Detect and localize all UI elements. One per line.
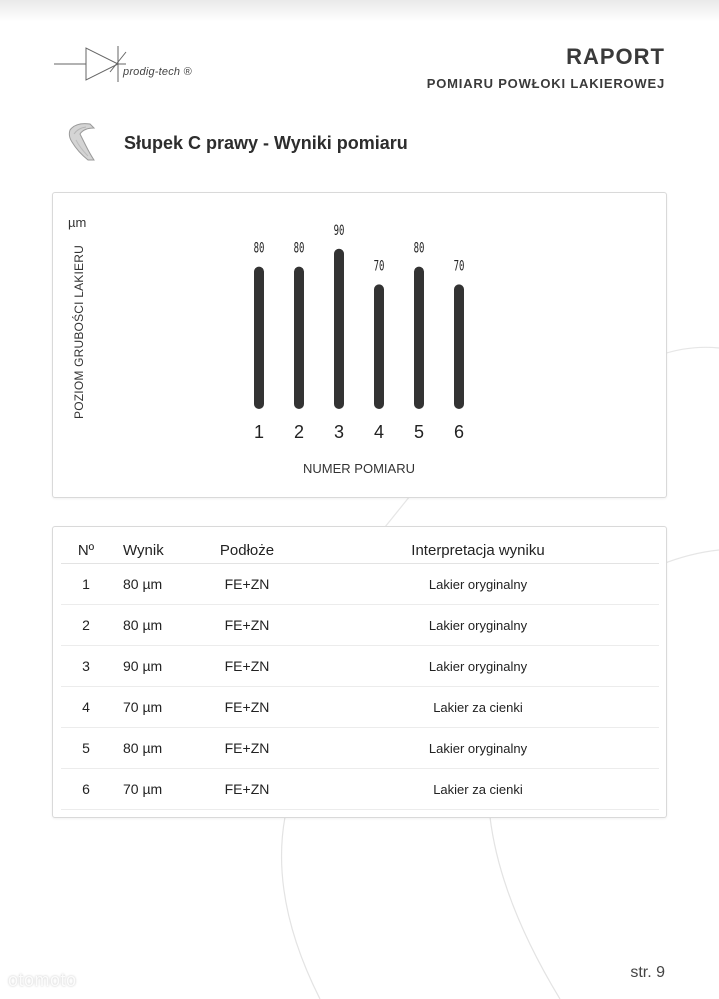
cell-result: 80 µm	[111, 605, 197, 646]
cell-result: 80 µm	[111, 728, 197, 769]
cell-interpretation: Lakier oryginalny	[297, 728, 659, 769]
table-row	[61, 687, 659, 728]
results-table	[61, 537, 659, 810]
x-axis-label-text: NUMER POMIARU	[303, 461, 415, 476]
watermark-logo: otomoto	[8, 970, 77, 990]
table-row	[61, 564, 659, 605]
cell-substrate: FE+ZN	[197, 605, 297, 646]
cell-interpretation: Lakier oryginalny	[297, 564, 659, 605]
report-title: RAPORT	[566, 44, 665, 69]
table-row	[61, 769, 659, 810]
cell-number: 2	[61, 605, 111, 646]
results-table-card	[52, 526, 667, 818]
cell-substrate: FE+ZN	[197, 687, 297, 728]
table-row	[61, 728, 659, 769]
table-row	[61, 605, 659, 646]
chart-bars	[53, 193, 666, 497]
cell-result: 90 µm	[111, 646, 197, 687]
bar-5	[414, 267, 424, 409]
data-label-3: 90	[333, 221, 345, 239]
cell-substrate: FE+ZN	[197, 564, 297, 605]
cell-interpretation: Lakier oryginalny	[297, 605, 659, 646]
cell-number: 3	[61, 646, 111, 687]
page-number: str. 9	[630, 964, 665, 981]
cell-substrate: FE+ZN	[197, 769, 297, 810]
cell-interpretation: Lakier za cienki	[297, 769, 659, 810]
thickness-chart	[52, 192, 667, 498]
cell-result: 70 µm	[111, 769, 197, 810]
x-tick-label-1: 1	[253, 422, 265, 442]
data-label-4: 70	[373, 257, 385, 274]
x-tick-label-4: 4	[373, 422, 385, 442]
cell-number: 4	[61, 687, 111, 728]
car-pillar-icon	[64, 120, 100, 164]
data-label-2: 80	[293, 239, 305, 257]
cell-substrate: FE+ZN	[197, 646, 297, 687]
header-interpretation: Interpretacja wyniku	[297, 537, 659, 564]
cell-interpretation: Lakier oryginalny	[297, 646, 659, 687]
y-axis-label-text: POZIOM GRUBOŚCI LAKIERU	[72, 245, 86, 419]
bar-1	[254, 267, 264, 409]
header-substrate: Podłoże	[197, 537, 297, 564]
bar-2	[294, 267, 304, 409]
cell-substrate: FE+ZN	[197, 728, 297, 769]
x-tick-label-5: 5	[413, 422, 425, 442]
data-label-5: 80	[413, 239, 425, 257]
cell-result: 70 µm	[111, 687, 197, 728]
prodig-tech-logo-icon	[52, 42, 222, 86]
cell-interpretation: Lakier za cienki	[297, 687, 659, 728]
table-row	[61, 646, 659, 687]
logo-text: prodig-tech ®	[123, 66, 192, 78]
data-label-1: 80	[253, 239, 265, 257]
report-subtitle: POMIARU POWŁOKI LAKIEROWEJ	[426, 76, 665, 91]
table-header-row	[61, 537, 659, 564]
cell-number: 1	[61, 564, 111, 605]
bar-3	[334, 249, 344, 409]
header-result: Wynik	[111, 537, 197, 564]
x-tick-label-2: 2	[293, 422, 305, 442]
section-title: Słupek C prawy - Wyniki pomiaru	[124, 133, 408, 153]
x-tick-label-3: 3	[333, 422, 345, 442]
bar-6	[454, 284, 464, 409]
chart-unit-label: µm	[68, 215, 87, 230]
bar-4	[374, 284, 384, 409]
data-label-6: 70	[453, 257, 465, 274]
x-tick-label-6: 6	[453, 422, 465, 442]
cell-number: 6	[61, 769, 111, 810]
header-number: Nº	[61, 537, 111, 564]
cell-number: 5	[61, 728, 111, 769]
cell-result: 80 µm	[111, 564, 197, 605]
